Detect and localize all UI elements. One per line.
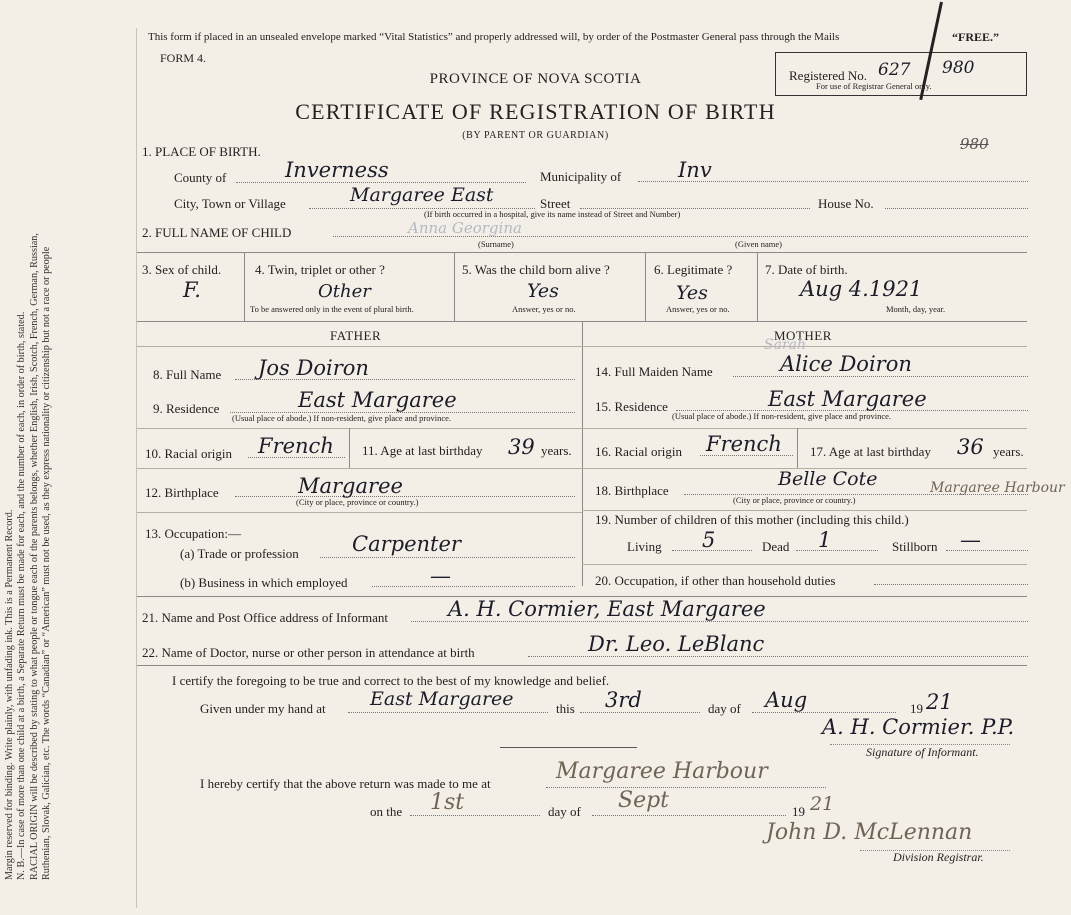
crossed-registration-number: 980 <box>960 135 989 153</box>
row-rule-top <box>137 252 1027 253</box>
legitimate-label: 6. Legitimate ? <box>654 262 733 277</box>
father-birthplace-value: Margaree <box>298 474 403 498</box>
child-name-value: Anna Georgina <box>408 219 522 237</box>
mother-rule-3 <box>582 510 1027 511</box>
father-rule-3 <box>137 512 582 513</box>
father-age-label: 11. Age at last birthday <box>362 443 483 458</box>
mother-race-label: 16. Racial origin <box>595 444 683 459</box>
father-race-value: French <box>258 434 334 458</box>
street-label: Street <box>540 196 571 211</box>
dead-label: Dead <box>762 539 790 554</box>
mother-occupation-label: 20. Occupation, if other than household duties <box>595 573 836 588</box>
trade-label: (a) Trade or profession <box>180 546 299 561</box>
registrar-month-value: Sept <box>618 788 670 813</box>
father-age-years: years. <box>541 443 572 458</box>
mother-birthplace-value: Belle Cote <box>778 468 878 490</box>
doctor-label: 22. Name of Doctor, nurse or other person in attendance at birth <box>142 645 475 660</box>
free-note: “FREE.” <box>952 30 1000 44</box>
informant-signature: A. H. Cormier. P.P. <box>822 715 1015 739</box>
registered-number-2: 980 <box>942 58 975 78</box>
stillborn-label: Stillborn <box>892 539 938 554</box>
child-name-label: 2. FULL NAME OF CHILD <box>142 225 292 240</box>
month-value: Aug <box>765 688 808 712</box>
living-value: 5 <box>702 528 716 552</box>
col-rule-1 <box>244 252 245 321</box>
father-birthplace-label: 12. Birthplace <box>145 485 219 500</box>
date-label: 7. Date of birth. <box>765 262 848 277</box>
municipality-value: Inv <box>678 158 712 182</box>
mother-name-line <box>733 376 1028 377</box>
mother-name-label: 14. Full Maiden Name <box>595 364 713 379</box>
sex-label: 3. Sex of child. <box>142 262 222 277</box>
date-value: Aug 4.1921 <box>800 277 923 301</box>
year-prefix: 19 <box>910 701 923 716</box>
legitimate-value: Yes <box>676 282 708 304</box>
father-residence-label: 9. Residence <box>153 401 220 416</box>
informant-label: 21. Name and Post Office address of Informant <box>142 610 388 625</box>
father-age-value: 39 <box>508 435 535 459</box>
mother-occupation-line <box>874 584 1028 585</box>
city-label: City, Town or Village <box>174 196 286 211</box>
alive-value: Yes <box>527 280 559 302</box>
col-rule-3 <box>645 252 646 321</box>
house-line <box>885 208 1028 209</box>
business-line <box>372 586 575 587</box>
registrar-place-line <box>546 787 826 788</box>
margin-note-line3: RACIAL ORIGIN will be described by stating to what people or tongue each of the parents belongs, whether English, Irish, Scotch, French, German, Russian, <box>28 233 40 880</box>
business-value: — <box>430 564 451 588</box>
column-divider <box>582 321 583 586</box>
this-label: this <box>556 701 575 716</box>
year-value: 21 <box>926 690 953 714</box>
certificate-title: CERTIFICATE OF REGISTRATION OF BIRTH <box>295 99 776 124</box>
mother-name-value: Alice Doiron <box>780 352 912 376</box>
county-line <box>236 182 526 183</box>
mother-name-above: Sarah <box>764 337 806 353</box>
mother-age-years: years. <box>993 444 1024 459</box>
registrar-day-line <box>410 815 540 816</box>
informant-value: A. H. Cormier, East Margaree <box>448 597 766 621</box>
county-label: County of <box>174 170 227 185</box>
place-of-birth-heading: 1. PLACE OF BIRTH. <box>142 144 261 159</box>
mother-birthplace-label: 18. Birthplace <box>595 483 669 498</box>
father-birthplace-note: (City or place, province or country.) <box>296 497 419 507</box>
doctor-value: Dr. Leo. LeBlanc <box>588 632 765 656</box>
father-race-label: 10. Racial origin <box>145 446 233 461</box>
mother-residence-value: East Margaree <box>768 387 927 411</box>
mother-birthplace-alt: Margaree Harbour <box>930 480 1065 496</box>
registrar-month-line <box>592 815 786 816</box>
surname-caption: (Surname) <box>478 239 514 249</box>
registrar-year-prefix: 19 <box>792 804 805 819</box>
occupation-label: 13. Occupation:— <box>145 526 242 541</box>
street-note: (If birth occurred in a hospital, give its name instead of Street and Number) <box>424 209 681 219</box>
trade-line <box>320 557 575 558</box>
municipality-label: Municipality of <box>540 169 622 184</box>
registrar-year-value: 21 <box>810 793 835 815</box>
registrar-caption: Division Registrar. <box>893 850 984 864</box>
form-number: FORM 4. <box>160 51 207 65</box>
sex-value: F. <box>183 278 201 302</box>
given-place-value: East Margaree <box>370 688 514 710</box>
mother-heading: MOTHER <box>774 328 832 343</box>
province-title: PROVINCE OF NOVA SCOTIA <box>429 71 642 87</box>
margin-note-line4: Ruthenian, Slovak, Galician, etc. The words “Canadian” or “American” must not be used, as they express nationality or citizenship but not a race or people <box>41 246 53 880</box>
dead-line <box>796 550 878 551</box>
month-line <box>752 712 896 713</box>
day-of-label: day of <box>708 701 741 716</box>
father-name-label: 8. Full Name <box>153 367 222 382</box>
father-rule-2 <box>137 468 582 469</box>
mother-race-value: French <box>706 432 782 456</box>
heading-rule <box>137 346 1027 347</box>
father-race-divider <box>349 428 350 468</box>
business-label: (b) Business in which employed <box>180 575 348 590</box>
father-rule-1 <box>137 428 582 429</box>
father-residence-value: East Margaree <box>298 388 457 412</box>
mother-rule-4 <box>582 564 1027 565</box>
house-label: House No. <box>818 196 874 211</box>
separator-rule <box>500 747 637 748</box>
mother-age-value: 36 <box>957 435 984 459</box>
living-label: Living <box>627 539 662 554</box>
col-rule-2 <box>454 252 455 321</box>
registrar-day-value: 1st <box>430 790 465 815</box>
registrar-general-note: For use of Registrar General only. <box>816 81 932 91</box>
mother-rule-1 <box>582 428 1027 429</box>
dead-value: 1 <box>818 528 832 552</box>
father-residence-note: (Usual place of abode.) If non-resident, give place and province. <box>232 413 452 423</box>
on-the-label: on the <box>370 804 403 819</box>
county-value: Inverness <box>285 158 389 182</box>
date-note: Month, day, year. <box>886 304 946 314</box>
mother-residence-note: (Usual place of abode.) If non-resident, give place and province. <box>672 411 892 421</box>
twin-value: Other <box>318 281 371 302</box>
margin-note-line1: Margin reserved for binding. Write plainly, with unfading ink. This is a Permanent Record. <box>4 509 15 880</box>
informant-line <box>411 621 1028 622</box>
stillborn-line <box>946 550 1028 551</box>
father-name-value: Jos Doiron <box>258 356 369 380</box>
registered-number: 627 <box>878 60 911 80</box>
mother-age-label: 17. Age at last birthday <box>810 444 931 459</box>
father-heading: FATHER <box>330 328 382 343</box>
day-line <box>580 712 700 713</box>
registrar-signature: John D. McLennan <box>766 820 973 845</box>
postal-note: This form if placed in an unsealed envelope marked “Vital Statistics” and properly addressed will, by order of the Postmaster General pass through the Mails <box>148 31 840 43</box>
children-count-label: 19. Number of children of this mother (including this child.) <box>595 512 909 527</box>
day-value: 3rd <box>605 688 642 712</box>
col-rule-4 <box>757 252 758 321</box>
stillborn-value: — <box>960 528 981 552</box>
alive-label: 5. Was the child born alive ? <box>462 262 610 277</box>
registrar-statement: I hereby certify that the above return was made to me at <box>200 776 491 791</box>
trade-value: Carpenter <box>352 532 461 556</box>
doctor-line <box>528 656 1028 657</box>
certify-statement: I certify the foregoing to be true and correct to the best of my knowledge and belief. <box>172 673 610 688</box>
certification-rule <box>137 665 1027 666</box>
registrar-day-of-label: day of <box>548 804 581 819</box>
registrar-place-value: Margaree Harbour <box>556 759 768 784</box>
given-name-caption: (Given name) <box>735 239 782 249</box>
mother-residence-label: 15. Residence <box>595 399 668 414</box>
margin-note-line2: N. B.—In case of more than one child at a birth, a Separate Return must be made for each, and the number of each, in order of birth, stated. <box>16 311 28 880</box>
signature-caption: Signature of Informant. <box>866 745 979 759</box>
given-place-line <box>348 712 548 713</box>
legitimate-note: Answer, yes or no. <box>666 304 730 314</box>
twin-note: To be answered only in the event of plural birth. <box>250 304 414 314</box>
given-label: Given under my hand at <box>200 701 326 716</box>
mother-race-divider <box>797 428 798 468</box>
certificate-subtitle: (BY PARENT OR GUARDIAN) <box>462 130 609 141</box>
alive-note: Answer, yes or no. <box>512 304 576 314</box>
city-value: Margaree East <box>350 184 494 206</box>
twin-label: 4. Twin, triplet or other ? <box>255 262 385 277</box>
mother-birthplace-note: (City or place, province or country.) <box>733 495 856 505</box>
registered-label: Registered No. <box>789 68 867 83</box>
